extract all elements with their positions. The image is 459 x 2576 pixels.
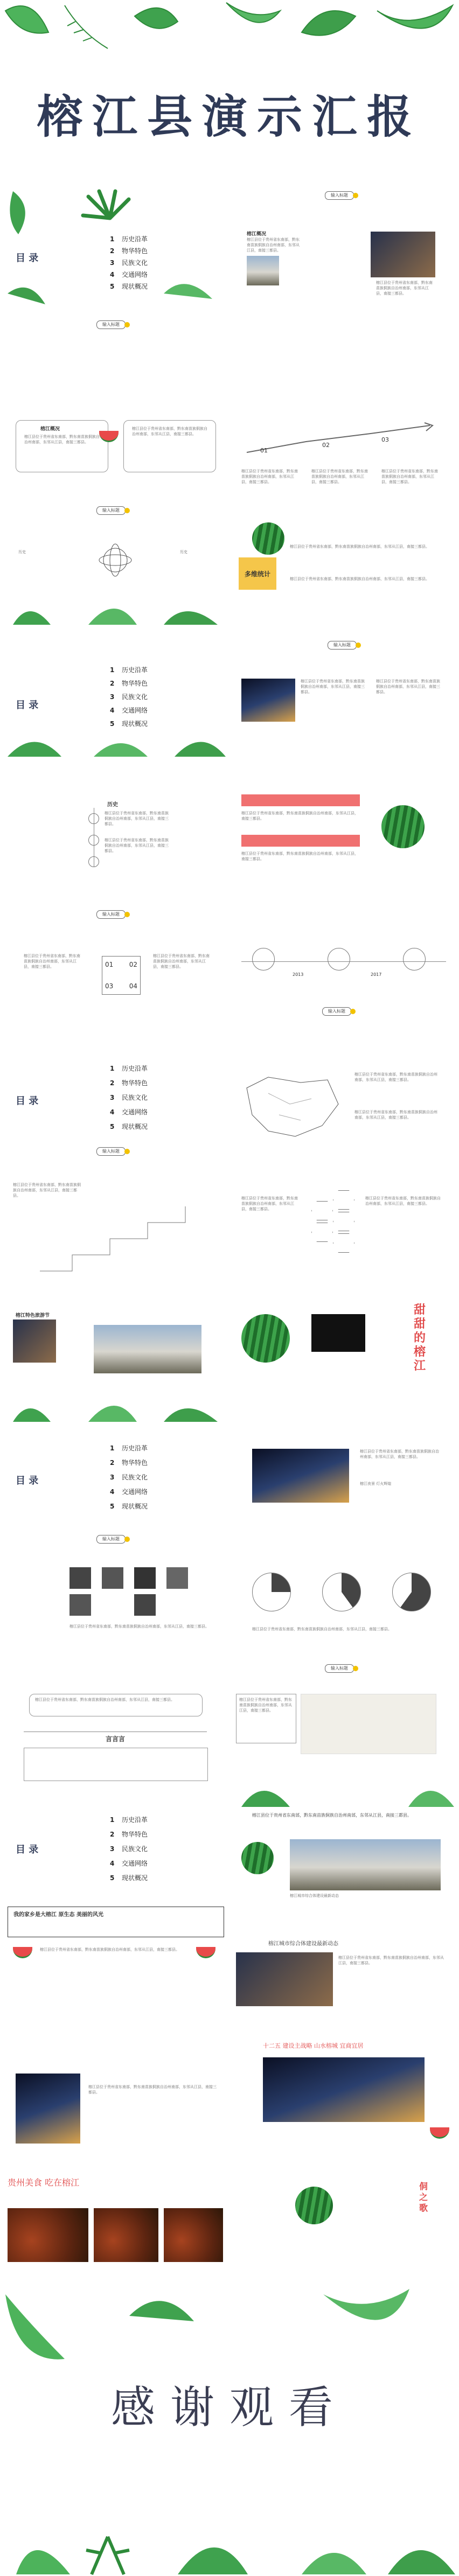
- toc-item-2[interactable]: 2 物华特色: [110, 1831, 148, 1838]
- toc-item-4[interactable]: 4 交通网络: [110, 1108, 148, 1116]
- slide-quad: [2, 910, 228, 1034]
- toc-item-5[interactable]: 5 现状概况: [110, 1123, 148, 1130]
- step-02: 02: [322, 442, 330, 449]
- festival-caption: 榕江特色旅游节: [16, 1313, 50, 1318]
- red-bar-2: [241, 835, 360, 847]
- toc-label: 目 录: [16, 1475, 39, 1486]
- grid-text: 榕江县位于贵州省东南部，黔东南苗族侗族自治州南部，东邻从江县，南接三都县。: [69, 1624, 209, 1629]
- toc-label: 目 录: [16, 1095, 39, 1107]
- grid-photo: [166, 1567, 188, 1589]
- hex-cell: [333, 1190, 354, 1210]
- slide-hex: [231, 1174, 457, 1298]
- quad-text-2: 榕江县位于贵州省东南部，黔东南苗族侗族自治州南部，东邻从江县，南接三都县。: [153, 954, 210, 969]
- toc-label: 目 录: [16, 1844, 39, 1855]
- toc-item-1[interactable]: 1 历史沿革: [110, 235, 148, 243]
- construction-photo: [236, 1952, 333, 2006]
- slide-festival: [2, 1303, 228, 1427]
- title-pill: 输入标题: [96, 910, 126, 919]
- toc-item-3[interactable]: 3 民族文化: [110, 1474, 148, 1481]
- toc-item-3[interactable]: 3 民族文化: [110, 1845, 148, 1853]
- city-text: 榕江县位于贵州省东南部，黔东南苗族侗族自治州南部，东邻从江县，南接三都县。: [360, 1449, 439, 1459]
- intro-box-left: 榕江概况 榕江县位于贵州省东南部，黔东南苗族侗族自治州南部，东邻从江县，南接三都县。: [16, 420, 108, 472]
- red-bar-text: 榕江县位于贵州省东南部，黔东南苗族侗族自治州南部，东邻从江县，南接三都县。: [241, 811, 358, 821]
- slide-sweet: [231, 1303, 457, 1427]
- night-text-2: 榕江县位于贵州省东南部，黔东南苗族侗族自治州南部，东邻从江县，南接三都县。: [376, 679, 440, 694]
- year-circle: [403, 948, 426, 971]
- crowd-photo: [94, 1325, 201, 1373]
- step-text-3: 榕江县位于贵州省东南部，黔东南苗族侗族自治州南部，东邻从江县，南接三都县。: [381, 469, 438, 484]
- dong-label: 侗之歌: [419, 2181, 428, 2213]
- night-photo: [241, 679, 295, 722]
- year-circle: [328, 948, 350, 971]
- slide-arrow-steps: [231, 415, 457, 512]
- bridge-photo: [290, 1839, 441, 1890]
- cover-section: [0, 0, 459, 178]
- slide-toc-3: [2, 1045, 228, 1169]
- slice-text: 榕江县位于贵州省东南部，黔东南苗族侗族自治州南部，东邻从江县，南接三都县。: [40, 1947, 179, 1952]
- toc-item-3[interactable]: 3 民族文化: [110, 259, 148, 267]
- red-bar-1: [241, 794, 360, 806]
- timeline-dot: [88, 856, 99, 867]
- step-03: 03: [381, 436, 389, 443]
- night-text: 榕江县位于贵州省东南部，黔东南苗族侗族自治州南部，东邻从江县，南接三都县。: [301, 679, 365, 694]
- slogan-photo: [263, 2057, 425, 2122]
- black-photo: [311, 1314, 365, 1352]
- title-pill: 输入标题: [96, 320, 126, 329]
- toc-item-4[interactable]: 4 交通网络: [110, 1488, 148, 1496]
- food-photo-2: [94, 2208, 158, 2262]
- quad-text-1: 榕江县位于贵州省东南部，黔东南苗族侗族自治州南部，东邻从江县，南接三都县。: [24, 954, 80, 969]
- map-image: [301, 1694, 436, 1754]
- toc-item-1[interactable]: 1 历史沿革: [110, 666, 148, 674]
- watermelon-slice-icon: [13, 1947, 32, 1958]
- step-text-2: 榕江县位于贵州省东南部，黔东南苗族侗族自治州南部，东邻从江县，南接三都县。: [311, 469, 368, 484]
- title-pill: 输入标题: [325, 191, 354, 200]
- map-text-2: 榕江县位于贵州省东南部，黔东南苗族侗族自治州南部，东邻从江县，南接三都县。: [354, 1110, 437, 1120]
- radial-label-1: 历史: [18, 550, 26, 554]
- leaf-decoration: [2, 592, 228, 630]
- leaf-decoration: [0, 2284, 459, 2370]
- slogan-text: 十二五 建设主战略 山水榕城 宜商宜居: [263, 2042, 364, 2049]
- watermelon-slice-icon: [196, 1947, 215, 1958]
- toc-item-1[interactable]: 1 历史沿革: [110, 1816, 148, 1824]
- leaf-decoration: [2, 727, 228, 759]
- year-circle: [252, 948, 275, 971]
- timeline-dot: [88, 835, 99, 846]
- history-text: 榕江县位于贵州省东南部，黔东南苗族侗族自治州南部，东邻从江县，南接三都县。: [105, 811, 169, 826]
- title-pill: 输入标题: [325, 1664, 354, 1673]
- slide-center-label: [2, 1688, 228, 1812]
- watermelon-slice-icon: [430, 2127, 449, 2139]
- intro-title: 榕江概况: [247, 232, 267, 237]
- year-label: 2013: [293, 972, 304, 977]
- slide-dark-city: [2, 2068, 228, 2192]
- slide-intro: [231, 186, 457, 310]
- toc-label: 目 录: [16, 253, 39, 264]
- pagoda-photo: [247, 256, 279, 285]
- closing-title: 感谢观看: [110, 2382, 348, 2433]
- slide-history: [2, 762, 228, 886]
- year-label: 2017: [371, 972, 382, 977]
- map-card-text: 榕江县位于贵州省东南部，黔东南苗族侗族自治州南部，东邻从江县，南接三都县。: [236, 1694, 296, 1743]
- cover-title: 榕江县演示汇报: [37, 90, 422, 143]
- arrow-chart-icon: [241, 420, 446, 463]
- watermelon-icon: [295, 2187, 333, 2224]
- toc-item-5[interactable]: 5 现状概况: [110, 720, 148, 728]
- hex-text-2: 榕江县位于贵州省东南部，黔东南苗族侗族自治州南部，东邻从江县，南接三都县。: [365, 1196, 441, 1206]
- step-text-1: 榕江县位于贵州省东南部，黔东南苗族侗族自治州南部，东邻从江县，南接三都县。: [241, 469, 298, 484]
- slide-slogan: [231, 2036, 457, 2160]
- watermelon-text: 榕江县位于贵州省东南部，黔东南苗族侗族自治州南部，东邻从江县，南接三都县。: [290, 544, 429, 549]
- map-icon: [236, 1072, 344, 1142]
- grid-photo: [102, 1567, 123, 1589]
- slide-red-bars: [231, 784, 457, 907]
- staircase-chart-icon: [34, 1201, 196, 1276]
- quad-grid: 01 02 03 04: [102, 956, 141, 995]
- toc-item-2[interactable]: 2 物华特色: [110, 680, 148, 687]
- watermelon-icon: [241, 1842, 274, 1874]
- intro-box-right: 榕江县位于贵州省东南部，黔东南苗族侗族自治州南部，东邻从江县，南接三都县。: [123, 420, 216, 472]
- slide-toc-4: [2, 1433, 228, 1556]
- toc-item-4[interactable]: 4 交通网络: [110, 271, 148, 278]
- toc-item-4[interactable]: 4 交通网络: [110, 1860, 148, 1867]
- toc-item-1[interactable]: 1 历史沿革: [110, 1444, 148, 1452]
- hex-cell: [311, 1223, 333, 1242]
- pie-icon: [322, 1573, 361, 1611]
- map-text: 榕江县位于贵州省东南部，黔东南苗族侗族自治州南部，东邻从江县，南接三都县。: [354, 1072, 437, 1082]
- poster-box: 我的家乡是大榕江 原生态 美丽的风光: [8, 1907, 224, 1937]
- toc-item-2[interactable]: 2 物华特色: [110, 247, 148, 255]
- dark-city-photo: [16, 2074, 80, 2144]
- slide-boxes: [2, 420, 228, 474]
- slide-slices: [2, 1942, 228, 2065]
- construction-text: 榕江县位于贵州省东南部，黔东南苗族侗族自治州南部，东邻从江县，南接三都县。: [338, 1956, 444, 1965]
- red-bar-text-2: 榕江县位于贵州省东南部，黔东南苗族侗族自治州南部，东邻从江县，南接三都县。: [241, 851, 358, 861]
- radial-diagram-icon: [83, 533, 148, 587]
- slide-toc-5: [2, 1815, 228, 1939]
- title-pill: 输入标题: [96, 1147, 126, 1156]
- grid-photo: [134, 1567, 156, 1589]
- toc-item-5[interactable]: 5 现状概况: [110, 283, 148, 290]
- grid-photo: [69, 1567, 91, 1589]
- hex-cell: [311, 1201, 333, 1220]
- toc-item-3[interactable]: 3 民族文化: [110, 693, 148, 701]
- watermelon-icon: [381, 805, 425, 848]
- slide-toc-1: [2, 186, 228, 310]
- slide-photo-grid: [2, 1562, 228, 1686]
- pie-icon: [252, 1573, 291, 1611]
- banner-box: 榕江县位于贵州省东南部，黔东南苗族侗族自治州南部，东邻从江县，南接三都县。: [29, 1694, 203, 1716]
- title-pill: 输入标题: [328, 641, 357, 650]
- slide-night-city: [231, 1433, 457, 1556]
- toc-item-4[interactable]: 4 交通网络: [110, 707, 148, 714]
- food-photo-3: [164, 2208, 223, 2262]
- slide-map: [231, 1050, 457, 1174]
- leaf-decoration: [2, 1390, 228, 1427]
- toc-label: 目 录: [16, 700, 39, 711]
- toc-item-2[interactable]: 2 物华特色: [110, 1079, 148, 1087]
- slide-year-timeline: [231, 926, 457, 1050]
- grid-photo: [134, 1594, 156, 1616]
- pie-icon: [392, 1573, 431, 1611]
- watermelon-icon: [252, 522, 284, 555]
- slide-watermelon-info: [231, 517, 457, 641]
- slide-bridge: [231, 1810, 457, 1933]
- slide-staircase: [2, 1174, 228, 1298]
- intro-body-2: 榕江县位于贵州省东南部，黔东南苗族侗族自治州南部，东邻从江县，南接三都县。: [376, 281, 433, 296]
- toc-item-5[interactable]: 5 现状概况: [110, 1503, 148, 1510]
- construction-title: 榕江城市综合体建设最新动态: [268, 1941, 338, 1947]
- food-photo: [8, 2208, 88, 2262]
- history-title: 历史: [107, 802, 118, 808]
- title-pill: 输入标题: [322, 1007, 351, 1016]
- slide-night-photo: [231, 641, 457, 765]
- radial-label-2: 历史: [180, 550, 187, 554]
- scenic-photo: [371, 232, 435, 277]
- toc-item-1[interactable]: 1 历史沿革: [110, 1065, 148, 1072]
- timeline-dot: [88, 813, 99, 824]
- city-caption: 榕江夜景 灯火辉煌: [360, 1482, 392, 1486]
- slide-toc-2: [2, 636, 228, 759]
- title-pill: 输入标题: [96, 506, 126, 515]
- watermelon-icon: [241, 1314, 290, 1363]
- leaf-decoration: [0, 2477, 459, 2576]
- stair-text: 榕江县位于贵州省东南部，黔东南苗族侗族自治州南部，东邻从江县，南接三都县。: [13, 1183, 81, 1198]
- pie-text: 榕江县位于贵州省东南部，黔东南苗族侗族自治州南部，东邻从江县，南接三都县。: [252, 1627, 392, 1631]
- slide-map-card: [231, 1688, 457, 1812]
- slide-radial: [2, 506, 228, 630]
- dark-text: 榕江县位于贵州省东南部，黔东南苗族侗族自治州南部，东邻从江县，南接三都县。: [88, 2085, 217, 2095]
- leaf-decoration: [231, 1769, 457, 1812]
- intro-body: 榕江县位于贵州省东南部，黔东南苗族侗族自治州南部，东邻从江县，南接三都县。: [247, 238, 300, 253]
- hex-text: 榕江县位于贵州省东南部，黔东南苗族侗族自治州南部，东邻从江县，南接三都县。: [241, 1196, 298, 1211]
- center-label: 言言言: [105, 1735, 125, 1743]
- step-01: 01: [260, 447, 268, 454]
- history-text-2: 榕江县位于贵州省东南部，黔东南苗族侗族自治州南部，东邻从江县，南接三都县。: [105, 838, 169, 853]
- hex-cell: [333, 1233, 354, 1253]
- red-vertical-text: 甜甜的榕江: [414, 1303, 426, 1373]
- bridge-caption: 榕江城市综合体建设最新动态: [290, 1894, 339, 1898]
- toc-item-5[interactable]: 5 现状概况: [110, 1874, 148, 1882]
- food-title: 贵州美食 吃在榕江: [8, 2177, 80, 2188]
- watermelon-text-2: 榕江县位于贵州省东南部，黔东南苗族侗族自治州南部，东邻从江县，南接三都县。: [290, 577, 429, 581]
- toc-item-3[interactable]: 3 民族文化: [110, 1094, 148, 1101]
- title-pill: 输入标题: [96, 1535, 126, 1544]
- slide-pies: [231, 1562, 457, 1686]
- grid-photo: [69, 1594, 91, 1616]
- leaf-decoration: [0, 0, 459, 70]
- toc-item-2[interactable]: 2 物华特色: [110, 1459, 148, 1467]
- slide-dong: [231, 2176, 457, 2262]
- festival-photo: [13, 1320, 56, 1363]
- hex-cell: [333, 1212, 354, 1231]
- tag-box: 多维统计: [239, 557, 276, 590]
- bridge-header: 榕江县位于贵州省东南部，黔东南苗族侗族自治州南部，东邻从江县，南接三都县。: [252, 1813, 412, 1818]
- bottom-box: [24, 1748, 208, 1781]
- city-night-photo: [252, 1449, 349, 1503]
